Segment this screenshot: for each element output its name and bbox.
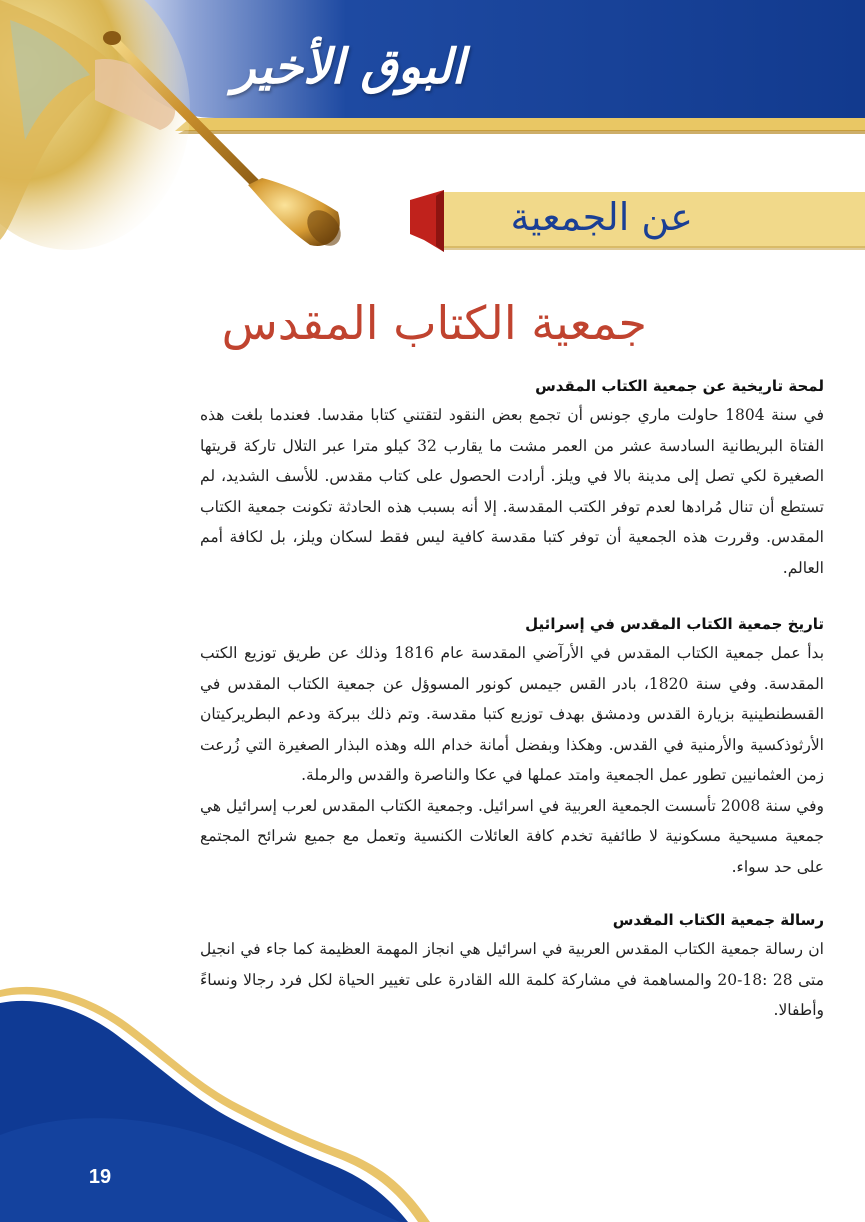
page-number: 19 (88, 1166, 112, 1188)
paragraph-israel-1: بدأ عمل جمعية الكتاب المقدس في الأرآضي المقدسة عام 1816 وذلك عن طريق توزيع الكتب المقدسة. وفي سنة 1820، بادر القس جيمس كونور المسوؤل عن جمعية الكتاب المقدس في القسطنطينية بزيارة القدس ودمشق بهدف توزيع كتبا مقدسة. وتم ذلك ببركة ودعم البطريركيتان الأرثوذكسية والأرمنية في القدس. وهكذا وبفضل أمانة خدام الله وهذه البذار الصغيرة التي زُرعت زمن العثمانيين تطور عمل الجمعية وامتد عملها في عكا والناصرة والقدس والرملة. (200, 644, 825, 784)
section-label: عن الجمعية (510, 195, 693, 239)
footer-wave (0, 985, 865, 1222)
magazine-title: البوق الأخير (232, 39, 465, 95)
paragraph-israel-2: وفي سنة 2008 تأسست الجمعية العربية في اسرائيل. وجمعية الكتاب المقدس لعرب إسرائيل هي جمعية مسيحية مسكونية لا طائفية تخدم كافة العائلات الكنسية وتعمل مع جميع شرائح المجتمع على حد سواء. (200, 796, 824, 876)
page-title: جمعية الكتاب المقدس (221, 296, 647, 350)
paragraph-mission: ان رسالة جمعية الكتاب المقدس العربية في اسرائيل هي انجاز المهمة العظيمة كما جاء في انجيل متى 28 :18-20 والمساهمة في مشاركة كلمة الله القادرة على تغيير الحياة لكل فرد رجالا ونساءً وأطفالا. (200, 940, 825, 1019)
article-body (200, 372, 824, 1026)
paragraph-history: في سنة 1804 حاولت ماري جونس أن تجمع بعض النقود لتقتني كتابا مقدسا. فعندما بلغت هذه الفتاة البريطانية السادسة عشر من العمر مشت ما يقارب 32 كيلو مترا عبر التلال تاركة قريتها الصغيرة لكي تصل إلى مدينة بالا في ويلز. أرادت الحصول على كتاب مقدس. للأسف الشديد، لم تستطع أن تنال مُرادها لعدم توفر الكتب المقدسة. إلا أنه بسبب هذه الحادثة تكونت جمعية الكتاب المقدس. وقررت هذه الجمعية أن توفر كتبا مقدسة كافية ليس فقط لسكان ويلز، بل لكافة أمم العالم. (200, 406, 824, 577)
section-heading-history: لمحة تاريخية عن جمعية الكتاب المقدس (535, 377, 824, 395)
section-heading-israel: تاريخ جمعية الكتاب المقدس في إسرائيل (525, 615, 824, 633)
section-heading-mission: رسالة جمعية الكتاب المقدس (612, 911, 824, 929)
section-tab-marker (410, 190, 446, 252)
